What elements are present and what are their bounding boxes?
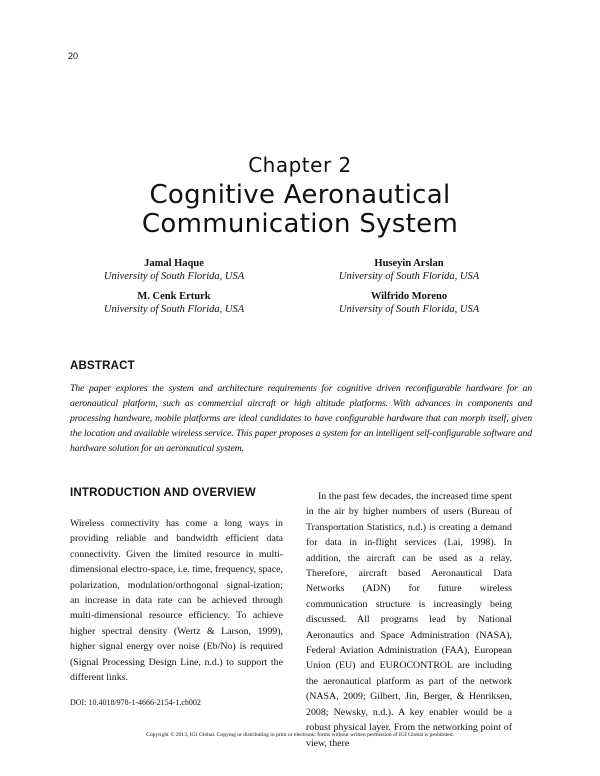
author-affiliation: University of South Florida, USA <box>338 304 480 315</box>
chapter-title-line2: Communication System <box>141 209 459 239</box>
chapter-label: Chapter 2 <box>248 153 352 177</box>
introduction-left-column: Wireless connectivity has come a long ways in providing reliable and bandwidth efficient data connectivity. Given the limited resource in multi-dimensional electro-space, i.e. time, frequency, space, polarization, modulation/orthogonal signal-ization; an increase in data rate can be achieved through multi-dimensional resource efficiency. To achieve higher spectral density (Wertz & Larson, 1999), higher signal energy over noise (Eb/No) is required (Signal Processing Design Line, n.d.) to support the different links. <box>70 518 283 684</box>
abstract-text: The paper explores the system and architecture requirements for cognitive driven reconfigurable hardware for an aeronautical platform, such as commercial aircraft or high altitude platforms. With advances in components and processing hardware, mobile platforms are ideal candidates to have configurable hardware that can morph itself, given the location and available wireless service. This paper proposes a system for an intelligent self-configurable software and hardware solution for an aeronautical system. <box>70 383 532 454</box>
author-name: Wilfrido Moreno <box>370 291 448 302</box>
doi: DOI: 10.4018/978-1-4666-2154-1.ch002 <box>70 698 201 707</box>
author-block <box>294 257 524 283</box>
abstract-heading: ABSTRACT <box>70 360 135 372</box>
copyright-notice: Copyright © 2013, IGI Global. Copying or distributing in print or electronic forms without written permission of IGI Global is prohibited. <box>146 732 454 738</box>
author-block <box>59 290 289 316</box>
author-affiliation: University of South Florida, USA <box>103 304 245 315</box>
author-affiliation: University of South Florida, USA <box>103 271 245 282</box>
author-name: M. Cenk Erturk <box>137 291 211 302</box>
author-affiliation: University of South Florida, USA <box>338 271 480 282</box>
author-block <box>294 290 524 316</box>
author-name: Jamal Haque <box>144 258 204 269</box>
introduction-heading: INTRODUCTION AND OVERVIEW <box>70 487 256 499</box>
chapter-title-line1: Cognitive Aeronautical <box>149 180 451 210</box>
introduction-right-column: In the past few decades, the increased time spent in the air by higher numbers of users (Bureau of Transportation Statistics, n.d.) is creating a demand for data in in-flight services (Lai, 1998). In addition, the aircraft can be used as a relay. Therefore, aircraft based Aeronautical Data Networks (ADN) for future wireless communication structure is increasingly being discussed. All programs lead by National Aeronautics and Space Administration (NASA), Federal Aviation Administration (FAA), European Union (EU) and EUROCONTROL are including the aeronautical platform as part of the network (NASA, 2009; Gilbert, Jin, Berger, & Henriksen, 2008; Newsky, n.d.). A key enabler would be a robust physical layer. From the networking point of view, there <box>306 491 512 749</box>
chapter-title <box>0 181 600 239</box>
author-name: Huseyin Arslan <box>374 258 444 269</box>
page-number: 20 <box>68 51 79 61</box>
author-block <box>59 257 289 283</box>
